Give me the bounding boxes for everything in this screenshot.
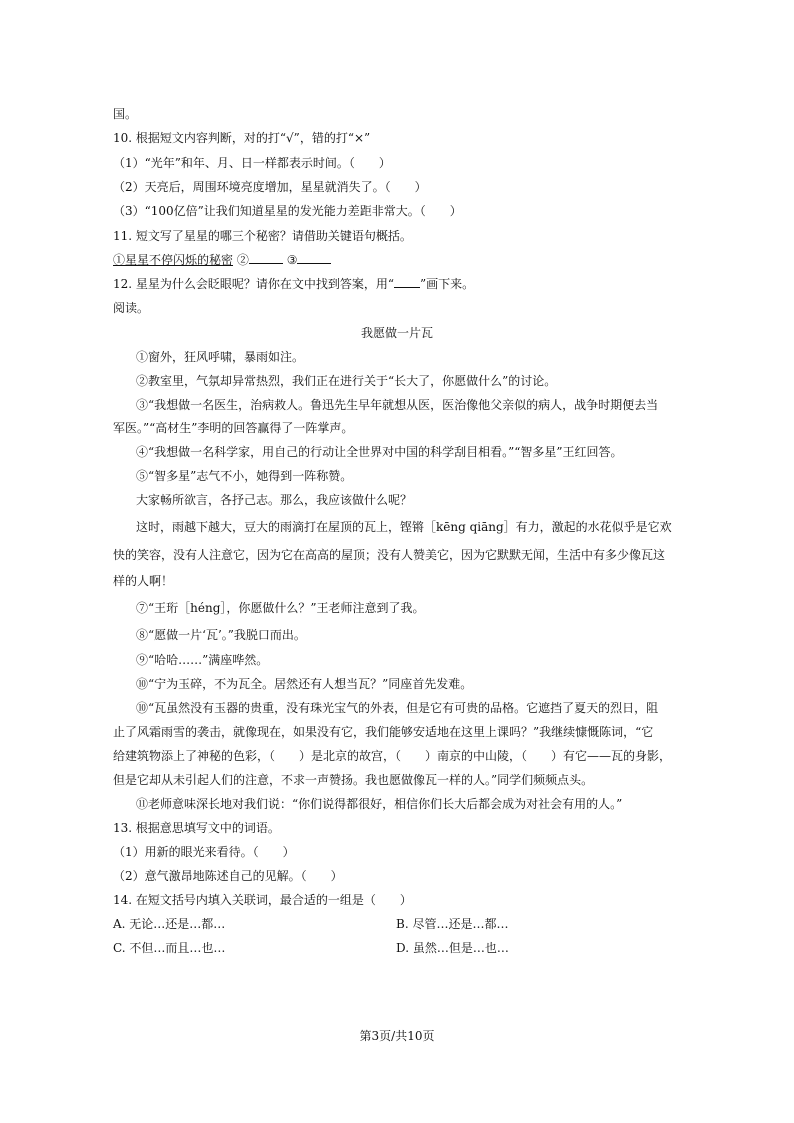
paragraph-12-cont-1: 止了风霜雨雪的袭击，就像现在，如果没有它，我们能够安适地在这里上课吗？”我继续慷慨陈词，“它 bbox=[113, 725, 654, 739]
paragraph-6: 大家畅所欲言，各抒己志。那么，我应该做什么呢？ bbox=[136, 493, 413, 507]
read-label: 阅读。 bbox=[113, 301, 150, 315]
paragraph-12-cont-2: 给建筑物添上了神秘的色彩，（ ）是北京的故宫，（ ）南京的中山陵，（ ）有它——瓦的身影， bbox=[113, 749, 672, 763]
paragraph-9: ⑧“愿做一片‘瓦’。”我脱口而出。 bbox=[136, 628, 306, 642]
paragraph-12: ⑩“瓦虽然没有玉器的贵重，没有珠光宝气的外表，但是它有可贵的品格。它遮挡了夏天的烈日，阻 bbox=[136, 701, 659, 715]
paragraph-7-cont-2: 样的人啊！ bbox=[113, 574, 174, 588]
question-10-item-2: （2）天亮后，周围环境亮度增加，星星就消失了。（ ） bbox=[113, 180, 427, 194]
paragraph-5: ⑤“智多星”志气不小，她得到一阵称赞。 bbox=[136, 469, 353, 483]
question-12 bbox=[113, 276, 474, 292]
paragraph-13: ⑪老师意味深长地对我们说：“你们说得都很好，相信你们长大后都会成为对社会有用的人。” bbox=[136, 797, 623, 811]
text-line: 国。 bbox=[113, 107, 138, 121]
option-b[interactable]: B. 尽管…还是…都… bbox=[396, 917, 509, 931]
option-a[interactable]: A. 无论…还是…都… bbox=[113, 917, 226, 931]
question-10-item-3: （3）“100亿倍”让我们知道星星的发光能力差距非常大。（ ） bbox=[113, 204, 462, 218]
question-10-item-1: （1）“光年”和年、月、日一样都表示时间。（ ） bbox=[113, 156, 391, 170]
paragraph-7: 这时，雨越下越大，豆大的雨滴打在屋顶的瓦上，铿锵［kēng qiāng］有力，激起的水花似乎是它欢 bbox=[136, 520, 672, 534]
answer-3-label: ③ bbox=[286, 253, 298, 267]
passage-title: 我愿做一片瓦 bbox=[360, 326, 433, 340]
option-c[interactable]: C. 不但…而且…也… bbox=[113, 941, 226, 955]
question-12-text: 12. 星星为什么会眨眼呢？请你在文中找到答案，用“ bbox=[113, 277, 395, 291]
paragraph-11: ⑩“宁为玉碎，不为瓦全。居然还有人想当瓦？”同座首先发难。 bbox=[136, 677, 473, 691]
question-13-item-2: （2）意气激昂地陈述自己的见解。（ ） bbox=[113, 869, 343, 883]
answer-1: ①星星不停闪烁的秘密 bbox=[113, 253, 234, 267]
question-11-answers bbox=[113, 252, 331, 268]
question-13: 13. 根据意思填写文中的词语。 bbox=[113, 821, 280, 835]
paragraph-1: ①窗外，狂风呼啸，暴雨如注。 bbox=[136, 350, 305, 364]
paragraph-3: ③“我想做一名医生，治病救人。鲁迅先生早年就想从医，医治像他父亲似的病人，战争时期便去当 bbox=[136, 398, 659, 412]
paragraph-7-cont-1: 快的笑容，没有人注意它，因为它在高高的屋顶；没有人赞美它，因为它默默无闻，生活中有多少像瓦这 bbox=[113, 548, 666, 562]
paragraph-8: ⑦“王珩［héng］，你愿做什么？”王老师注意到了我。 bbox=[136, 601, 425, 615]
paragraph-10: ⑨“哈哈……”满座哗然。 bbox=[136, 653, 269, 667]
answer-2-label: ② bbox=[236, 253, 249, 267]
question-12-text-end: ”画下来。 bbox=[420, 277, 475, 291]
question-14: 14. 在短文括号内填入关联词，最合适的一组是（ ） bbox=[113, 893, 412, 907]
question-11: 11. 短文写了星星的哪三个秘密？请借助关键语句概括。 bbox=[113, 229, 412, 243]
paragraph-4: ④“我想做一名科学家，用自己的行动让全世界对中国的科学刮目相看。”“智多星”王红回答。 bbox=[136, 445, 623, 459]
paragraph-12-cont-3: 但是它却从未引起人们的注意，不求一声赞扬。我也愿做像瓦一样的人。”同学们频频点头。 bbox=[113, 773, 594, 787]
answer-2-blank[interactable] bbox=[249, 252, 283, 264]
paragraph-3-cont: 军医。”“高材生”李明的回答赢得了一阵掌声。 bbox=[113, 421, 354, 435]
answer-3-blank[interactable] bbox=[297, 252, 331, 264]
underline-sample bbox=[394, 276, 420, 288]
option-d[interactable]: D. 虽然…但是…也… bbox=[396, 941, 509, 955]
paragraph-2: ②教室里，气氛却异常热烈，我们正在进行关于“长大了，你愿做什么”的讨论。 bbox=[136, 374, 557, 388]
page-footer: 第3页/共10页 bbox=[359, 1029, 435, 1043]
question-13-item-1: （1）用新的眼光来看待。（ ） bbox=[113, 845, 295, 859]
question-10: 10. 根据短文内容判断，对的打“√”，错的打“×” bbox=[113, 131, 371, 145]
